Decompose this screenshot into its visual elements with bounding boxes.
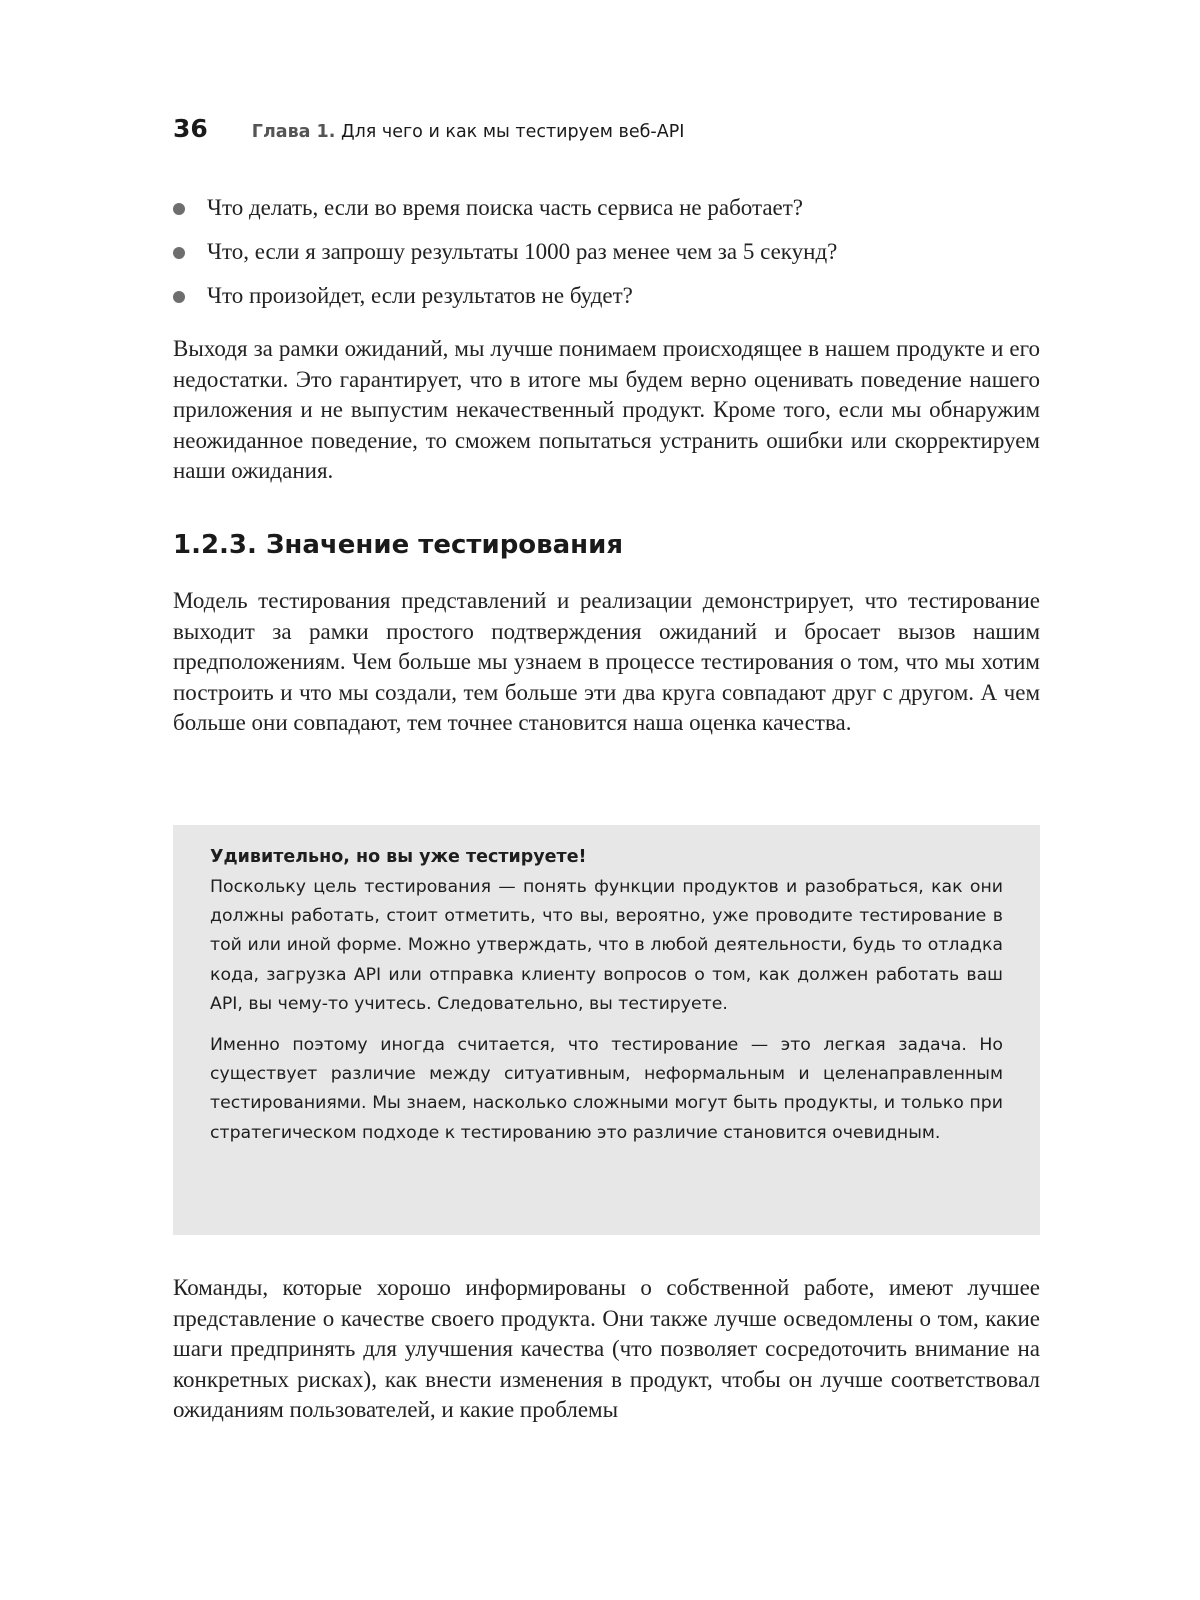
sidebar-paragraph: Именно поэтому иногда считается, что тестирование — это легкая задача. Но существует различие между ситуативным, неформальным и целенаправленным тестированиями. Мы знаем, насколько сложными могут быть продукты, и только при стратегическом подходе к тестированию это различие становится очевидным. [210, 1035, 1003, 1143]
bullet-icon [173, 291, 185, 303]
question-list [173, 193, 1040, 325]
sidebar-paragraph: Поскольку цель тестирования — понять функции продуктов и разобраться, как они должны работать, стоит отметить, что вы, вероятно, уже проводите тестирование в той или иной форме. Можно утверждать, что в любой деятельности, будь то отладка кода, загрузка API или отправка клиенту вопросов о том, как должен работать ваш API, вы чему-то учитесь. Следовательно, вы тестируете. [210, 877, 1003, 1014]
bullet-icon [173, 203, 185, 215]
list-item [173, 193, 1040, 237]
bullet-icon [173, 247, 185, 259]
list-item-text: Что, если я запрошу результаты 1000 раз менее чем за 5 секунд? [207, 239, 838, 264]
list-item-text: Что произойдет, если результатов не будет? [207, 283, 633, 308]
book-page [173, 0, 1040, 1600]
running-header [173, 114, 684, 143]
list-item-text: Что делать, если во время поиска часть сервиса не работает? [207, 195, 804, 220]
page-number: 36 [173, 114, 208, 143]
chapter-label: Глава 1. [251, 122, 336, 142]
sidebar-title: Удивительно, но вы уже тестируете! [210, 847, 587, 867]
list-item [173, 237, 1040, 281]
sidebar-box [173, 825, 1040, 1235]
chapter-title: Для чего и как мы тестируем веб-API [335, 122, 685, 142]
section-paragraph: Модель тестирования представлений и реализации демонстрирует, что тестирование выходит за рамки простого подтверждения ожиданий и бросает вызов нашим предположениям. Чем больше мы узнаем в процессе тестирования о том, что мы хотим построить и что мы создали, тем больше эти два круга совпадают друг с другом. А чем больше они совпадают, тем точнее становится наша оценка качества. [173, 588, 1040, 736]
list-item [173, 281, 1040, 325]
section-heading: 1.2.3. Значение тестирования [173, 530, 624, 560]
body-paragraph: Команды, которые хорошо информированы о собственной работе, имеют лучшее представление о качестве своего продукта. Они также лучше осведомлены о том, какие шаги предпринять для улучшения качества (что позволяет сосредоточить внимание на конкретных рисках), как внести изменения в продукт, чтобы он лучше соответствовал ожиданиям пользователей, и какие проблемы [173, 1275, 1040, 1423]
body-paragraph: Выходя за рамки ожиданий, мы лучше понимаем происходящее в нашем продукте и его недостатки. Это гарантирует, что в итоге мы будем верно оценивать поведение нашего приложения и не выпустим некачественный продукт. Кроме того, если мы обнаружим неожиданное поведение, то сможем попытаться устранить ошибки или скорректируем наши ожидания. [173, 336, 1040, 484]
